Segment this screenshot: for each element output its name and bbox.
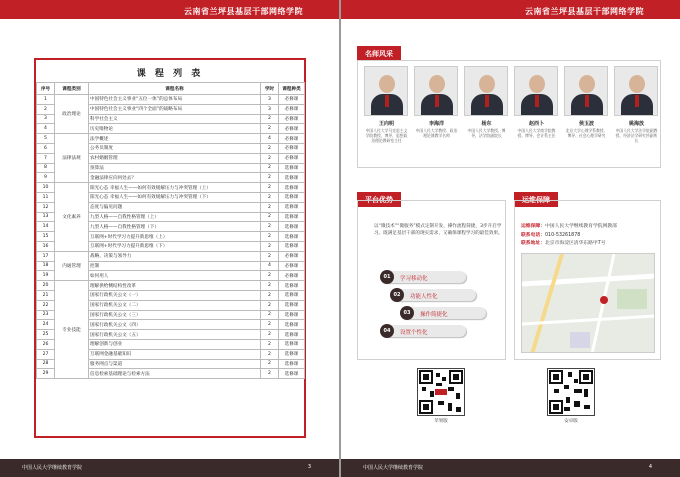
course-number: 10 (37, 183, 55, 193)
header-stripe (0, 18, 339, 22)
footer-org: 中国人民大学继续教育学院 (22, 465, 83, 471)
course-hours: 2 (261, 153, 279, 163)
teachers-panel (357, 60, 661, 168)
course-category: 内通管理 (55, 251, 89, 280)
teacher-photo (464, 66, 508, 116)
course-table (36, 82, 305, 379)
course-name: 国家行政机关公文（二） (89, 300, 261, 310)
teacher-name: 赵西卜 (528, 121, 544, 127)
teacher-card (464, 66, 509, 138)
course-type: 选修课 (279, 290, 305, 300)
qr-code-android (547, 368, 595, 416)
advantage-number: 01 (380, 270, 394, 284)
course-name: 互联网+时代学习力提升新思维（上） (89, 232, 261, 242)
advantage-number: 04 (380, 324, 394, 338)
course-name: 如何用人 (89, 271, 261, 281)
course-number: 7 (37, 153, 55, 163)
course-number: 26 (37, 339, 55, 349)
course-number: 2 (37, 104, 55, 114)
course-type: 必修课 (279, 104, 305, 114)
course-number: 4 (37, 124, 55, 134)
advantage-number: 02 (390, 288, 404, 302)
table-row (37, 251, 305, 261)
footer-bar (341, 459, 680, 477)
course-hours: 2 (261, 330, 279, 340)
phone-label: 联系电话： (521, 232, 545, 238)
course-type: 选修课 (279, 359, 305, 369)
course-hours: 3 (261, 104, 279, 114)
course-type: 选修课 (279, 281, 305, 291)
course-number: 29 (37, 369, 55, 379)
course-type: 选修课 (279, 232, 305, 242)
course-hours: 2 (261, 124, 279, 134)
course-hours: 2 (261, 300, 279, 310)
course-name: 服务网点与渠道 (89, 359, 261, 369)
course-name: 阳光心态 幸福人生——如何有效缓解压力与冲突管理（上） (89, 183, 261, 193)
teacher-name: 侯玉波 (578, 121, 594, 127)
course-category: 法律法规 (55, 134, 89, 183)
teacher-description: 北京大学心理学系教授、博导、社会心理学研究 (565, 128, 608, 139)
course-hours: 2 (261, 232, 279, 242)
teacher-name: 王向明 (378, 121, 394, 127)
advantage-item (380, 271, 466, 283)
course-type: 必修课 (279, 143, 305, 153)
course-hours: 2 (261, 212, 279, 222)
advantage-label: 操作简捷化 (420, 312, 448, 318)
course-hours: 2 (261, 202, 279, 212)
course-name: 中国特色社会主义事业“四个全面”的战略布局 (89, 104, 261, 114)
course-category: 专业技能 (55, 281, 89, 379)
teachers-heading: 名师风采 (357, 46, 401, 61)
col-header-type: 课程种类 (279, 83, 305, 95)
course-number: 11 (37, 192, 55, 202)
course-name: 法学概述 (89, 134, 261, 144)
course-type: 选修课 (279, 369, 305, 379)
course-type: 必修课 (279, 95, 305, 105)
course-type: 必修课 (279, 153, 305, 163)
course-number: 6 (37, 143, 55, 153)
course-hours: 2 (261, 281, 279, 291)
teacher-card (364, 66, 409, 144)
advantage-item (390, 289, 476, 301)
teacher-card (414, 66, 459, 138)
advantage-label: 功能人性化 (410, 294, 438, 300)
course-name: 中国特色社会主义事业“五位一体”的总体布局 (89, 95, 261, 105)
teacher-card (614, 66, 659, 144)
course-name: 历史唯物论 (89, 124, 261, 134)
course-name: 公务员制度 (89, 143, 261, 153)
course-number: 27 (37, 349, 55, 359)
qr-code-icon (418, 369, 464, 415)
advantage-item (400, 307, 486, 319)
course-hours: 2 (261, 339, 279, 349)
advantage-label: 学习移动化 (400, 276, 428, 282)
course-number: 8 (37, 163, 55, 173)
teacher-description: 中国人民大学教授、博导，法学院副院长 (467, 128, 506, 139)
advantage-number: 03 (400, 306, 414, 320)
col-header-no: 序号 (37, 83, 55, 95)
course-number: 16 (37, 241, 55, 251)
course-type: 选修课 (279, 300, 305, 310)
course-number: 9 (37, 173, 55, 183)
course-hours: 2 (261, 359, 279, 369)
left-page (0, 0, 339, 477)
teacher-description: 中国人民大学法学院副教授、经济法学研究所副所长 (615, 128, 658, 144)
course-hours: 2 (261, 369, 279, 379)
table-row (37, 183, 305, 193)
course-number: 17 (37, 251, 55, 261)
right-page (341, 0, 680, 477)
course-hours: 2 (261, 173, 279, 183)
course-type: 选修课 (279, 192, 305, 202)
course-list-title: 课 程 列 表 (136, 69, 204, 79)
course-number: 5 (37, 134, 55, 144)
header-title: 云南省兰坪县基层干部网络学院 (525, 7, 644, 16)
teacher-description: 中国人民大学马克思主义学院教授、博导、思想政治理论教研室主任 (365, 128, 408, 144)
teacher-photo (564, 66, 608, 116)
course-category: 政治理论 (55, 95, 89, 134)
course-hours: 2 (261, 192, 279, 202)
course-name: 国家行政机关公文（一） (89, 290, 261, 300)
course-type: 选修课 (279, 202, 305, 212)
teacher-description: 中国人民大学教授、政治理论课教学名师 (415, 128, 458, 139)
course-name: 国家行政机关公文（四） (89, 320, 261, 330)
course-name: 控制 (89, 261, 261, 271)
teacher-photo (614, 66, 658, 116)
course-number: 12 (37, 202, 55, 212)
teacher-card (514, 66, 559, 138)
advantage-item (380, 325, 466, 337)
course-type: 选修课 (279, 349, 305, 359)
course-name: 互联网金融基础知识 (89, 349, 261, 359)
course-hours: 2 (261, 222, 279, 232)
advantages-text: 以“微技术”“微服务”模式定制开发，操作流程简捷，3步开启学习。既满足基层干部的现实需求，又确保课程学习的最佳效果。 (374, 224, 503, 236)
support-label: 运维保障： (521, 224, 545, 229)
course-type: 必修课 (279, 261, 305, 271)
ops-info (521, 223, 659, 249)
ops-panel (514, 200, 661, 360)
course-name: 金融法律应向何处去？ (89, 173, 261, 183)
course-hours: 2 (261, 349, 279, 359)
course-name: 九型人格——自我性格管理（下） (89, 222, 261, 232)
course-name: 互联网+时代学习力提升新思维（下） (89, 241, 261, 251)
course-type: 选修课 (279, 163, 305, 173)
course-hours: 2 (261, 310, 279, 320)
course-type: 必修课 (279, 251, 305, 261)
header-stripe (341, 18, 680, 22)
page-number: 3 (307, 464, 311, 470)
course-type: 必修课 (279, 271, 305, 281)
support-value: 中国人民大学继续教育学院网教部 (545, 224, 617, 229)
footer-bar (0, 459, 339, 477)
teacher-name: 李海洋 (428, 121, 444, 127)
course-name: 阳光心态 幸福人生——如何有效缓解压力与冲突管理（下） (89, 192, 261, 202)
course-number: 21 (37, 290, 55, 300)
course-type: 选修课 (279, 212, 305, 222)
teacher-name: 杨东 (481, 121, 492, 127)
qr-code-ios (417, 368, 465, 416)
course-hours: 2 (261, 320, 279, 330)
course-hours: 2 (261, 163, 279, 173)
page-number: 4 (648, 464, 652, 470)
header-title: 云南省兰坪县基层干部网络学院 (184, 7, 303, 16)
location-map (521, 253, 655, 353)
table-row (37, 95, 305, 105)
course-type: 选修课 (279, 183, 305, 193)
course-table-body (37, 95, 305, 379)
course-number: 19 (37, 271, 55, 281)
course-type: 必修课 (279, 134, 305, 144)
course-hours: 4 (261, 134, 279, 144)
course-name: 九型人格——自我性格管理（上） (89, 212, 261, 222)
course-type: 选修课 (279, 173, 305, 183)
qr-code-icon (548, 369, 594, 415)
table-row (37, 281, 305, 291)
course-hours: 2 (261, 241, 279, 251)
teacher-description: 中国人民大学商学院教授、博导、会计系主任 (517, 128, 556, 139)
address-value: 北京市海淀区清华东路甲7号 (545, 241, 606, 246)
course-hours: 2 (261, 251, 279, 261)
course-hours: 2 (261, 290, 279, 300)
course-list-box (34, 58, 306, 438)
course-number: 14 (37, 222, 55, 232)
col-header-category: 课程类别 (55, 83, 89, 95)
course-number: 18 (37, 261, 55, 271)
course-name: 农村婚姻管理 (89, 153, 261, 163)
col-header-name: 课程名称 (89, 83, 261, 95)
course-name: 预算法 (89, 163, 261, 173)
course-name: 信息检索基础理论与检索方法 (89, 369, 261, 379)
address-label: 联系地址： (521, 241, 545, 246)
course-hours: 2 (261, 183, 279, 193)
course-type: 选修课 (279, 330, 305, 340)
map-graphic (522, 254, 655, 353)
course-number: 23 (37, 310, 55, 320)
course-hours: 2 (261, 271, 279, 281)
ops-heading: 运维保障 (514, 192, 558, 207)
course-type: 选修课 (279, 222, 305, 232)
course-number: 15 (37, 232, 55, 242)
qr-label-android: 安卓版 (564, 419, 578, 424)
course-type: 必修课 (279, 124, 305, 134)
col-header-hours: 学时 (261, 83, 279, 95)
course-type: 必修课 (279, 114, 305, 124)
course-hours: 2 (261, 143, 279, 153)
teacher-photo (414, 66, 458, 116)
course-name: 国家行政机关公文（五） (89, 330, 261, 340)
teacher-photo (364, 66, 408, 116)
course-number: 20 (37, 281, 55, 291)
course-number: 22 (37, 300, 55, 310)
teacher-name: 姚海放 (628, 121, 644, 127)
advantage-label: 设置个性化 (400, 330, 428, 336)
course-number: 28 (37, 359, 55, 369)
advantages-panel (357, 200, 506, 360)
course-number: 25 (37, 330, 55, 340)
phone-value: 010-53261878 (545, 232, 581, 238)
course-number: 3 (37, 114, 55, 124)
course-hours: 4 (261, 261, 279, 271)
map-pin-icon (600, 296, 608, 304)
course-number: 1 (37, 95, 55, 105)
table-header-row (37, 83, 305, 95)
course-name: 科学社会主义 (89, 114, 261, 124)
header-bar (0, 0, 339, 22)
course-name: 理解供给侧结构性改革 (89, 281, 261, 291)
course-name: 战略、决策与领导力 (89, 251, 261, 261)
course-name: 态度与偏见问题 (89, 202, 261, 212)
table-row (37, 134, 305, 144)
footer-org: 中国人民大学继续教育学院 (363, 465, 424, 471)
course-name: 国家行政机关公文（三） (89, 310, 261, 320)
course-number: 24 (37, 320, 55, 330)
course-hours: 2 (261, 114, 279, 124)
qr-label-ios: 苹果版 (434, 419, 448, 424)
course-name: 理解创新与创业 (89, 339, 261, 349)
teacher-card (564, 66, 609, 138)
course-type: 选修课 (279, 310, 305, 320)
header-bar (341, 0, 680, 22)
course-type: 选修课 (279, 339, 305, 349)
teacher-photo (514, 66, 558, 116)
course-type: 选修课 (279, 241, 305, 251)
course-category: 文化素养 (55, 183, 89, 252)
advantages-heading: 平台优势 (357, 192, 401, 207)
course-type: 选修课 (279, 320, 305, 330)
course-number: 13 (37, 212, 55, 222)
course-hours: 3 (261, 95, 279, 105)
